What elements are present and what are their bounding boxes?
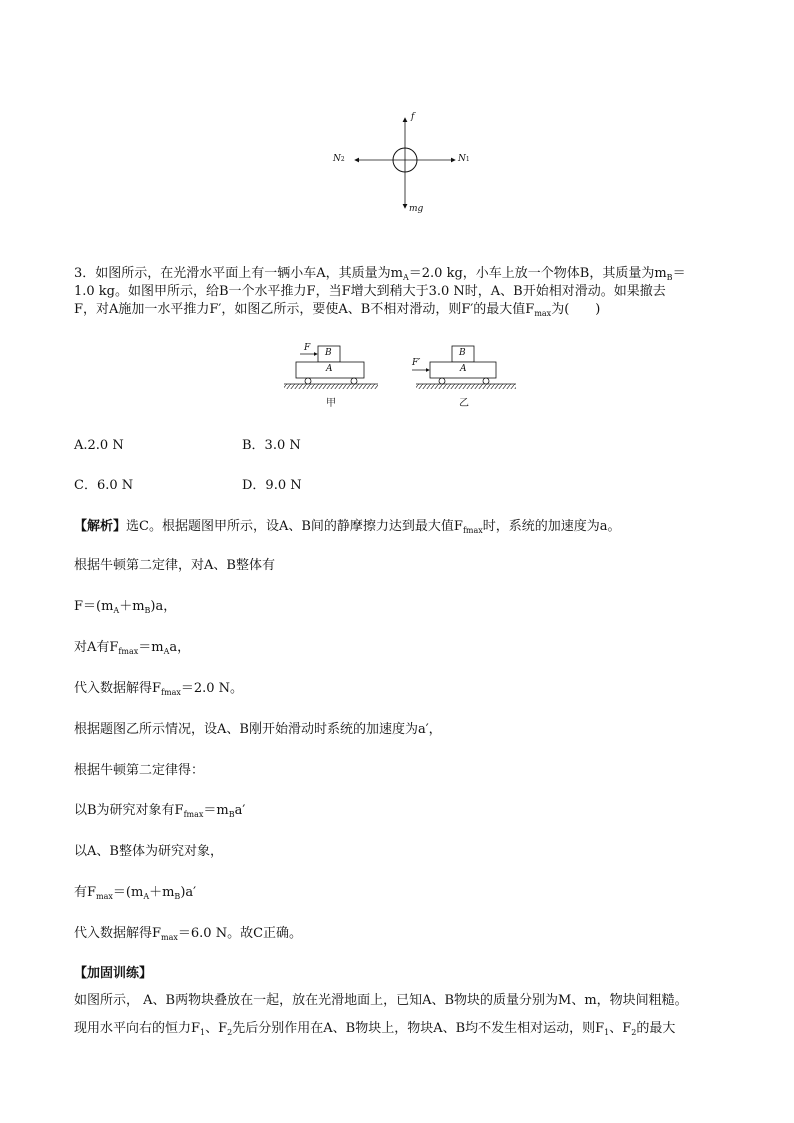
mg-label: mg	[409, 204, 424, 214]
left-force-label: F	[304, 343, 311, 353]
reinforce-header: 【加固训练】	[74, 966, 153, 981]
solution-line-5: 代入数据解得$F_{fmax}=2.0$ N。	[74, 681, 244, 697]
option-a: A.2.0 N	[74, 438, 124, 453]
question-line-1: 3．如图所示，在光滑水平面上有一辆小车A，其质量为$m_A=2.0$ kg，小车上放一个物体B，其质量为$m_B=$	[74, 266, 686, 282]
solution-line-4: 对A有$F_{fmax}=m_Aa$，	[74, 640, 191, 656]
cart-figure-right	[410, 340, 520, 410]
solution-line-8: 以B为研究对象有$F_{fmax}=m_Ba'$	[74, 803, 246, 819]
right-caption: 乙	[459, 398, 469, 409]
solution-line-1: 【解析】选C。根据题图甲所示，设A、B间的静摩擦力达到最大值$F_{fmax}$时，系统的加速度为a。	[74, 519, 621, 535]
solution-line-11: 代入数据解得$F_{max}=6.0$ N。故C正确。	[74, 926, 303, 942]
left-caption: 甲	[326, 398, 336, 409]
solution-line-2: 根据牛顿第二定律，对A、B整体有	[74, 558, 275, 573]
solution-line-3: $F=(m_A+m_B)a$，	[74, 599, 177, 615]
force-diagram	[325, 108, 485, 218]
right-block-b: B	[459, 348, 466, 358]
left-block-a: A	[326, 364, 333, 374]
solution-line-9: 以A、B整体为研究对象，	[74, 844, 223, 859]
cart-figure-left	[282, 340, 382, 410]
option-c: C．6.0 N	[74, 478, 134, 493]
question-line-3: F，对A施加一水平推力F′，如图乙所示，要使A、B不相对滑动，则F′的最大值$F_{max}$为( )	[74, 302, 601, 318]
f-label: f	[411, 112, 415, 122]
left-block-b: B	[325, 348, 332, 358]
option-d: D．9.0 N	[242, 478, 302, 493]
reinforce-line-1: 如图所示， A、B两物块叠放在一起，放在光滑地面上，已知A、B物块的质量分别为M、m，物块间粗糙。	[74, 993, 688, 1008]
option-b: B．3.0 N	[242, 438, 301, 453]
right-force-label: F′	[412, 358, 421, 368]
solution-line-10: 有$F_{max}=(m_A+m_B)a'$	[74, 885, 197, 901]
solution-line-7: 根据牛顿第二定律得：	[74, 763, 205, 778]
n1-label: N1	[458, 154, 470, 164]
question-line-2: 1.0 kg。如图甲所示，给B一个水平推力F，当F增大到稍大于3.0 N时，A、B开始相对滑动。如果撤去	[74, 284, 666, 299]
right-block-a: A	[460, 364, 467, 374]
n2-label: N2	[333, 154, 345, 164]
reinforce-line-2: 现用水平向右的恒力$F_1$、$F_2$先后分别作用在A、B物块上，物块A、B均不发生相对运动，则$F_1$、$F_2$的最大	[74, 1021, 676, 1037]
solution-line-6: 根据题图乙所示情况，设A、B刚开始滑动时系统的加速度为a′，	[74, 722, 442, 737]
